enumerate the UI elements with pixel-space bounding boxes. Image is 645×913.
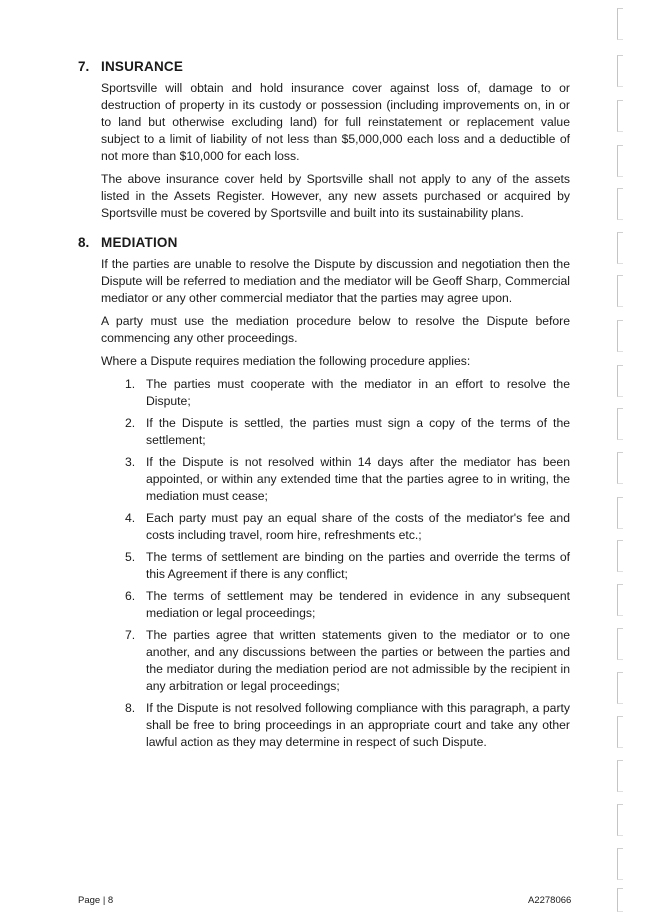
list-item xyxy=(101,454,570,505)
list-item xyxy=(101,549,570,583)
binding-mark xyxy=(617,365,623,397)
section-title: INSURANCE xyxy=(101,59,184,74)
binding-mark xyxy=(617,100,623,132)
paragraph: The above insurance cover held by Sportsville shall not apply to any of the assets listed in the Assets Register. However, any new assets purchased or acquired by Sportsville must be covered by Sportsville and built into its sustainability plans. xyxy=(101,172,570,220)
binding-mark xyxy=(617,497,623,529)
binding-mark xyxy=(617,320,623,352)
list-number: 1. xyxy=(125,377,136,391)
section-number: 8. xyxy=(78,235,90,250)
section-number: 7. xyxy=(78,59,90,74)
list-text: The terms of settlement are binding on the parties and override the terms of this Agreement if there is any conflict; xyxy=(146,550,570,581)
list-text: The parties must cooperate with the mediator in an effort to resolve the Dispute; xyxy=(146,377,570,408)
binding-marks xyxy=(607,0,637,913)
list-text: Each party must pay an equal share of the costs of the mediator's fee and costs including travel, room hire, refreshments etc.; xyxy=(146,511,570,542)
list-item xyxy=(101,415,570,449)
section-insurance xyxy=(78,58,570,228)
document-id: A2278066 xyxy=(528,895,572,906)
binding-mark xyxy=(617,232,623,264)
list-item xyxy=(101,588,570,622)
list-item xyxy=(101,510,570,544)
section-mediation xyxy=(78,234,570,756)
list-item xyxy=(101,627,570,695)
binding-mark xyxy=(617,628,623,660)
binding-mark xyxy=(617,8,623,40)
section-title: MEDIATION xyxy=(101,235,178,250)
list-number: 4. xyxy=(125,511,136,525)
list-text: If the Dispute is not resolved within 14 days after the mediator has been appointed, or within any extended time that the parties agree to in writing, the mediation must cease; xyxy=(146,455,570,503)
list-number: 7. xyxy=(125,628,136,642)
binding-mark xyxy=(617,672,623,704)
binding-mark xyxy=(617,408,623,440)
binding-mark xyxy=(617,55,623,87)
list-text: The parties agree that written statements given to the mediator or to one another, and any discussions between the parties or between the parties and the mediator during the mediation period are not admissible by the recipient in any arbitration or legal proceedings; xyxy=(146,628,570,693)
binding-mark xyxy=(617,760,623,792)
section-heading xyxy=(78,234,570,252)
binding-mark xyxy=(617,584,623,616)
binding-mark xyxy=(617,716,623,748)
list-number: 5. xyxy=(125,550,136,564)
binding-mark xyxy=(617,452,623,484)
paragraph: Sportsville will obtain and hold insurance cover against loss of, damage to or destruction of property in its custody or possession (including improvements on, in or to land but otherwise excluding land) for full reinstatement or replacement value subject to a limit of liability of not less than $5,000,000 each loss and a deductible of not more than $10,000 for each loss. xyxy=(101,81,570,163)
binding-mark xyxy=(617,804,623,836)
paragraph: A party must use the mediation procedure below to resolve the Dispute before commencing any other proceedings. xyxy=(101,314,570,345)
list-number: 2. xyxy=(125,416,136,430)
list-text: If the Dispute is not resolved following compliance with this paragraph, a party shall be free to bring proceedings in an appropriate court and take any other lawful action as they may determine in respect of such Dispute. xyxy=(146,701,570,749)
paragraph: If the parties are unable to resolve the Dispute by discussion and negotiation then the Dispute will be referred to mediation and the mediator will be Geoff Sharp, Commercial mediator or any other commercial mediator that the parties may agree upon. xyxy=(101,257,570,305)
list-number: 8. xyxy=(125,701,136,715)
list-number: 3. xyxy=(125,455,136,469)
binding-mark xyxy=(617,848,623,880)
section-heading xyxy=(78,58,570,76)
binding-mark xyxy=(617,145,623,177)
list-item xyxy=(101,376,570,410)
page-number: Page | 8 xyxy=(78,895,114,906)
binding-mark xyxy=(617,888,623,912)
list-number: 6. xyxy=(125,589,136,603)
binding-mark xyxy=(617,540,623,572)
list-item xyxy=(101,700,570,751)
binding-mark xyxy=(617,275,623,307)
list-text: If the Dispute is settled, the parties must sign a copy of the terms of the settlement; xyxy=(146,416,570,447)
binding-mark xyxy=(617,188,623,220)
paragraph: Where a Dispute requires mediation the following procedure applies: xyxy=(101,354,471,368)
list-text: The terms of settlement may be tendered in evidence in any subsequent mediation or legal proceedings; xyxy=(146,589,570,620)
procedure-list xyxy=(101,376,570,751)
